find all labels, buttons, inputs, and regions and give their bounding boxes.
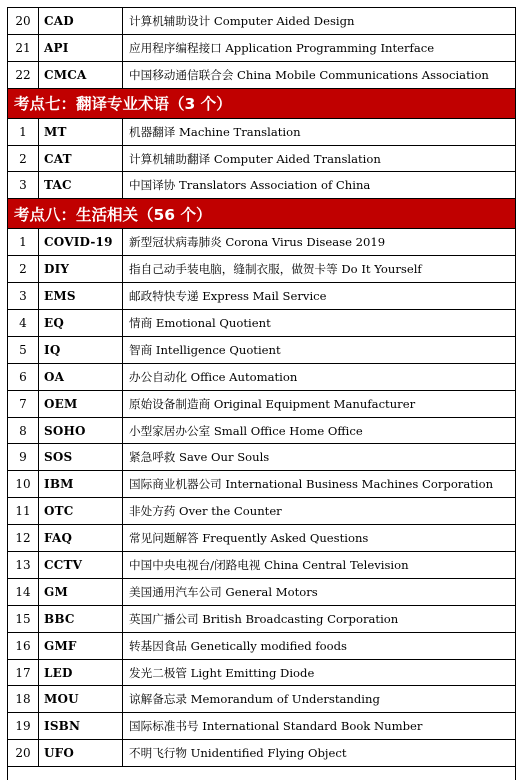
row-number: 9	[8, 444, 39, 470]
abbreviation: COVID-19	[39, 229, 123, 255]
table-row	[8, 579, 515, 606]
meaning: 办公自动化 Office Automation	[129, 369, 298, 384]
abbreviation: MT	[39, 119, 123, 145]
meaning: 指自己动手装电脑，缝制衣服，做贺卡等 Do It Yourself	[129, 262, 422, 277]
table-row	[8, 606, 515, 633]
table-row	[8, 119, 515, 146]
meaning: 计算机辅助设计 Computer Aided Design	[129, 13, 355, 28]
row-number: 13	[8, 552, 39, 578]
abbreviation: SOHO	[39, 418, 123, 444]
table-row	[8, 283, 515, 310]
meaning: 不明飞行物 Unidentified Flying Object	[129, 746, 347, 761]
row-number: 18	[8, 686, 39, 712]
row-number: 2	[8, 146, 39, 172]
row-number: 16	[8, 633, 39, 659]
table-row	[8, 364, 515, 391]
meaning: 发光二极管 Light Emitting Diode	[129, 665, 315, 680]
row-number: 20	[8, 8, 39, 34]
table-row	[8, 229, 515, 256]
table-row	[8, 256, 515, 283]
abbreviation: BBC	[39, 606, 123, 632]
glossary-table	[7, 7, 516, 780]
abbreviation: CCTV	[39, 552, 123, 578]
row-number: 6	[8, 364, 39, 390]
abbreviation: CAT	[39, 146, 123, 172]
meaning: 国际标准书号 International Standard Book Number	[129, 719, 423, 734]
table-row	[8, 172, 515, 199]
row-number: 1	[8, 119, 39, 145]
abbreviation: UFO	[39, 740, 123, 766]
abbreviation: OTC	[39, 498, 123, 524]
meaning: 常见问题解答 Frequently Asked Questions	[129, 531, 369, 546]
abbreviation: MOU	[39, 686, 123, 712]
table-row	[8, 525, 515, 552]
meaning: 中国移动通信联合会 China Mobile Communications Association	[129, 67, 489, 82]
abbreviation: IQ	[39, 337, 123, 363]
row-number: 11	[8, 498, 39, 524]
table-row	[8, 146, 515, 173]
abbreviation: EMS	[39, 283, 123, 309]
meaning: 应用程序编程接口 Application Programming Interface	[129, 40, 435, 55]
table-row	[8, 310, 515, 337]
section-header-translation-terms: 考点七：翻译专业术语（3 个）	[8, 89, 515, 119]
table-row	[8, 391, 515, 418]
row-number: 15	[8, 606, 39, 632]
row-number: 14	[8, 579, 39, 605]
row-number: 3	[8, 172, 39, 198]
row-number: 10	[8, 471, 39, 497]
table-row	[8, 444, 515, 471]
row-number: 22	[8, 62, 39, 88]
table-row	[8, 552, 515, 579]
row-number: 19	[8, 713, 39, 739]
meaning: 中国译协 Translators Association of China	[129, 178, 371, 193]
abbreviation: EQ	[39, 310, 123, 336]
table-row	[8, 418, 515, 445]
meaning: 紧急呼救 Save Our Souls	[129, 450, 270, 465]
row-number: 7	[8, 391, 39, 417]
row-number: 12	[8, 525, 39, 551]
table-row	[8, 686, 515, 713]
meaning: 新型冠状病毒肺炎 Corona Virus Disease 2019	[129, 235, 386, 250]
table-row	[8, 660, 515, 687]
row-number: 17	[8, 660, 39, 686]
table-row	[8, 498, 515, 525]
meaning: 英国广播公司 British Broadcasting Corporation	[129, 611, 399, 626]
table-row	[8, 633, 515, 660]
meaning: 邮政特快专递 Express Mail Service	[129, 289, 327, 304]
row-number: 20	[8, 740, 39, 766]
abbreviation: DIY	[39, 256, 123, 282]
row-number: 1	[8, 229, 39, 255]
table-row	[8, 8, 515, 35]
row-number: 21	[8, 35, 39, 61]
meaning: 机器翻译 Machine Translation	[129, 124, 301, 139]
abbreviation: OA	[39, 364, 123, 390]
meaning: 计算机辅助翻译 Computer Aided Translation	[129, 151, 381, 166]
abbreviation: API	[39, 35, 123, 61]
row-number: 8	[8, 418, 39, 444]
abbreviation: FAQ	[39, 525, 123, 551]
section-header-daily-life: 考点八：生活相关（56 个）	[8, 199, 515, 229]
meaning: 智商 Intelligence Quotient	[129, 342, 281, 357]
row-number: 5	[8, 337, 39, 363]
meaning: 原始设备制造商 Original Equipment Manufacturer	[129, 396, 416, 411]
meaning: 美国通用汽车公司 General Motors	[129, 584, 318, 599]
meaning: 转基因食品 Genetically modified foods	[129, 638, 347, 653]
table-row	[8, 337, 515, 364]
row-number: 2	[8, 256, 39, 282]
meaning: 非处方药 Over the Counter	[129, 504, 282, 519]
meaning: 小型家居办公室 Small Office Home Office	[129, 423, 363, 438]
table-row	[8, 740, 515, 767]
abbreviation: ISBN	[39, 713, 123, 739]
abbreviation: GM	[39, 579, 123, 605]
abbreviation: OEM	[39, 391, 123, 417]
abbreviation: GMF	[39, 633, 123, 659]
row-number: 3	[8, 283, 39, 309]
abbreviation: IBM	[39, 471, 123, 497]
meaning: 情商 Emotional Quotient	[129, 315, 271, 330]
abbreviation: LED	[39, 660, 123, 686]
meaning: 谅解备忘录 Memorandum of Understanding	[129, 692, 380, 707]
table-row	[8, 471, 515, 498]
abbreviation: TAC	[39, 172, 123, 198]
abbreviation: CMCA	[39, 62, 123, 88]
table-row	[8, 62, 515, 89]
table-row	[8, 35, 515, 62]
abbreviation: CAD	[39, 8, 123, 34]
row-number: 4	[8, 310, 39, 336]
meaning: 国际商业机器公司 International Business Machines Corporation	[129, 477, 494, 492]
abbreviation: SOS	[39, 444, 123, 470]
meaning: 中国中央电视台/闭路电视 China Central Television	[129, 557, 409, 572]
table-row	[8, 713, 515, 740]
